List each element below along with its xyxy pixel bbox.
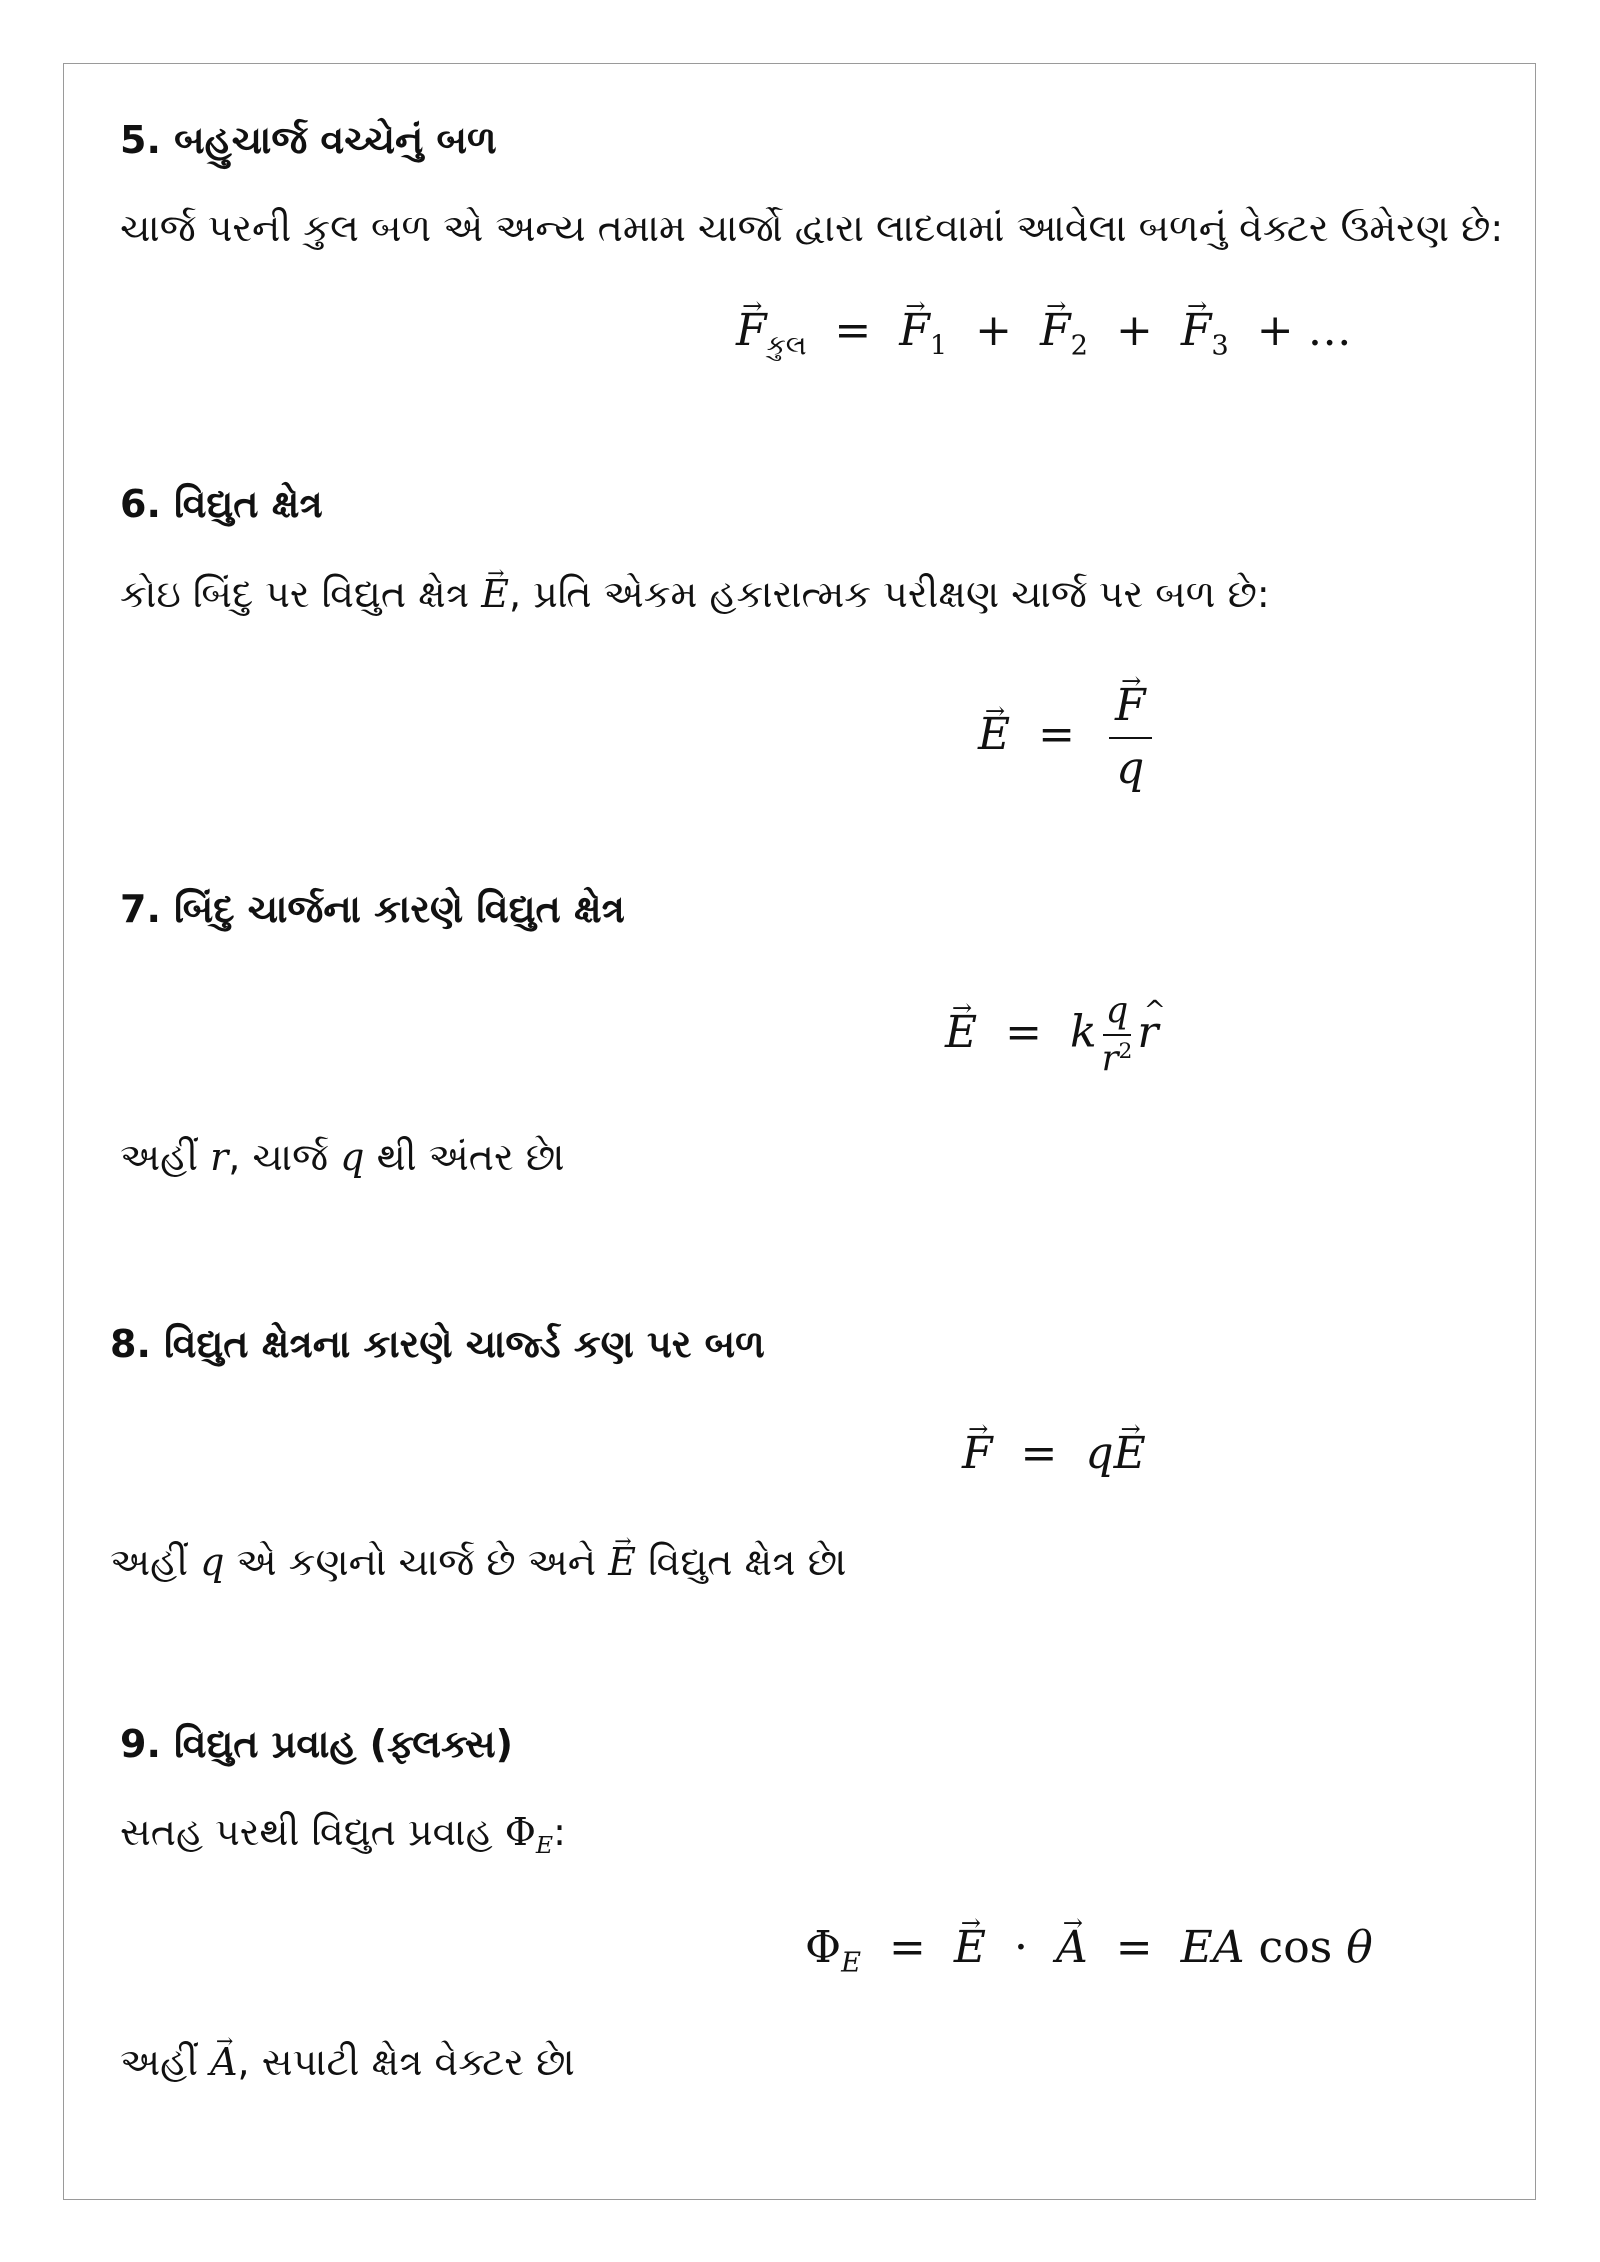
section-9-heading: 9. વિદ્યુત પ્રવાહ (ફ્લક્સ) <box>120 1722 514 1766</box>
subscript-total: કુલ <box>766 330 807 362</box>
section-8-text-part1: અહીં <box>110 1540 188 1584</box>
section-9-text-main: સતહ પરથી વિદ્યુત પ્રવાહ <box>120 1810 493 1854</box>
section-7-text-part1: અહીં <box>120 1135 198 1179</box>
equation-electric-flux: $\Phi_E$ = → E · → A = EA cos θ <box>805 1922 1373 1980</box>
section-9-note-before: અહીં <box>120 2040 198 2084</box>
section-8-text-part2: એ કણનો ચાર્જ છે અને <box>236 1540 597 1584</box>
section-8-text-part3: વિદ્યુત ક્ષેત્ર છે। <box>648 1540 848 1584</box>
section-8-heading: 8. વિદ્યુત ક્ષેત્રના કારણે ચાર્જ્ડ કણ પર બળ <box>110 1322 765 1366</box>
section-6-text-before: કોઇ બિંદુ પર વિદ્યુત ક્ષેત્ર <box>120 572 470 616</box>
equation-total-force: → $F_{કુલ}$ = → $F_1$ + → $F_2$ + → $F_3$ + … <box>736 305 1352 363</box>
section-5-heading: 5. બહુચાર્જ વચ્ચેનું બળ <box>120 118 497 162</box>
page-border <box>63 63 1536 2200</box>
section-7-text: અહીં r, ચાર્જ q થી અંતર છે। <box>120 1135 566 1179</box>
section-7-text-part3: થી અંતર છે। <box>376 1135 566 1179</box>
section-9-text: સતહ પરથી વિદ્યુત પ્રવાહ $\Phi_E$: <box>120 1810 566 1860</box>
section-7-heading: 7. બિંદુ ચાર્જના કારણે વિદ્યુત ક્ષેત્ર <box>120 887 625 931</box>
section-6-heading: 6. વિદ્યુત ક્ષેત્ર <box>120 482 323 526</box>
section-9-note-after: , સપાટી ક્ષેત્ર વેક્ટર છે। <box>237 2040 576 2084</box>
section-9-note: અહીં → A, સપાટી ક્ષેત્ર વેક્ટર છે। <box>120 2040 576 2086</box>
section-8-text: અહીં q એ કણનો ચાર્જ છે અને → E વિદ્યુત ક્ષેત્ર છે। <box>110 1540 847 1586</box>
section-6-text: કોઇ બિંદુ પર વિદ્યુત ક્ષેત્ર → E, પ્રતિ એકમ હકારાત્મક પરીક્ષણ ચાર્જ પર બળ છે: <box>120 572 1270 618</box>
section-6-text-after: , પ્રતિ એકમ હકારાત્મક પરીક્ષણ ચાર્જ પર બળ છે: <box>508 572 1270 616</box>
equation-force-on-charge: → F = q→ E <box>962 1428 1146 1481</box>
equation-point-charge-field: → E = k $\frac{q}{r^2}$ ^ r <box>945 990 1158 1080</box>
section-9-text-end: : <box>553 1810 566 1854</box>
equation-electric-field: → E = → $\frac{F}{q}$ <box>978 680 1158 796</box>
section-7-text-part2: , ચાર્જ <box>228 1135 329 1179</box>
section-5-text: ચાર્જ પરની કુલ બળ એ અન્ય તમામ ચાર્જો દ્વારા લાદવામાં આવેલા બળનું વેક્ટર ઉમેરણ છે: <box>120 206 1504 250</box>
